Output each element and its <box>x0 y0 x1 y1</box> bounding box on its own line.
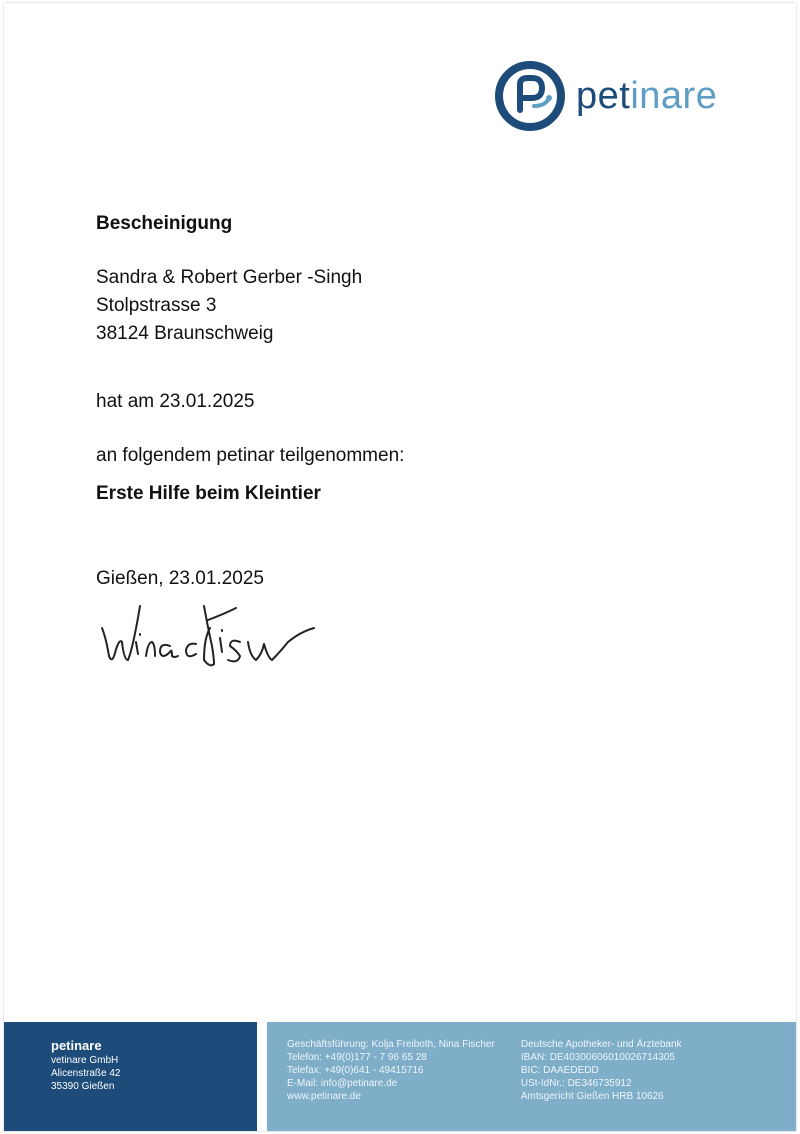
footer-bank <box>521 1038 682 1131</box>
footer-brand: petinare <box>51 1038 102 1053</box>
signature-image <box>100 598 320 678</box>
footer-bank-line: IBAN: DE40300606010026714305 <box>520 1052 675 1063</box>
footer-contact-line: Telefon: +49(0)177 - 7 96 65 28 <box>287 1052 427 1063</box>
logo-wordmark: petinare <box>576 75 718 117</box>
footer-bank-line: USt-IdNr.: DE346735912 <box>520 1078 632 1089</box>
footer-bank-line: Amtsgericht Gießen HRB 10626 <box>520 1091 664 1102</box>
footer-company-line: Alicenstraße 42 <box>51 1068 121 1079</box>
page-footer <box>4 1022 796 1131</box>
petinare-logo-icon <box>494 60 566 132</box>
petinare-logo <box>494 60 717 132</box>
footer-contact-line: Telefax: +49(0)641 - 49415716 <box>287 1065 424 1076</box>
footer-bank-line: Deutsche Apotheker- und Ärztebank <box>520 1039 682 1050</box>
place-date: Gießen, 23.01.2025 <box>96 568 264 589</box>
address-line-street: Stolpstrasse 3 <box>96 295 217 316</box>
footer-company <box>4 1022 257 1131</box>
recipient-address <box>96 264 362 348</box>
footer-website[interactable]: www.petinare.de <box>287 1091 361 1102</box>
address-line-city: 38124 Braunschweig <box>96 323 274 344</box>
address-line-name: Sandra & Robert Gerber -Singh <box>96 267 363 288</box>
footer-contact <box>287 1038 495 1131</box>
footer-contact-line: Geschäftsführung: Kolja Freiboth, Nina Fischer <box>287 1039 495 1050</box>
footer-company-line: 35390 Gießen <box>51 1081 115 1092</box>
footer-email[interactable]: E-Mail: info@petinare.de <box>287 1078 398 1089</box>
course-title: Erste Hilfe beim Kleintier <box>96 483 321 504</box>
participation-date: hat am 23.01.2025 <box>96 391 255 412</box>
document-title: Bescheinigung <box>96 213 233 234</box>
footer-company-line: vetinare GmbH <box>51 1055 119 1066</box>
footer-bank-line: BIC: DAAEDEDD <box>520 1065 599 1076</box>
footer-details <box>267 1022 796 1131</box>
intro-text: an folgendem petinar teilgenommen: <box>96 445 405 466</box>
